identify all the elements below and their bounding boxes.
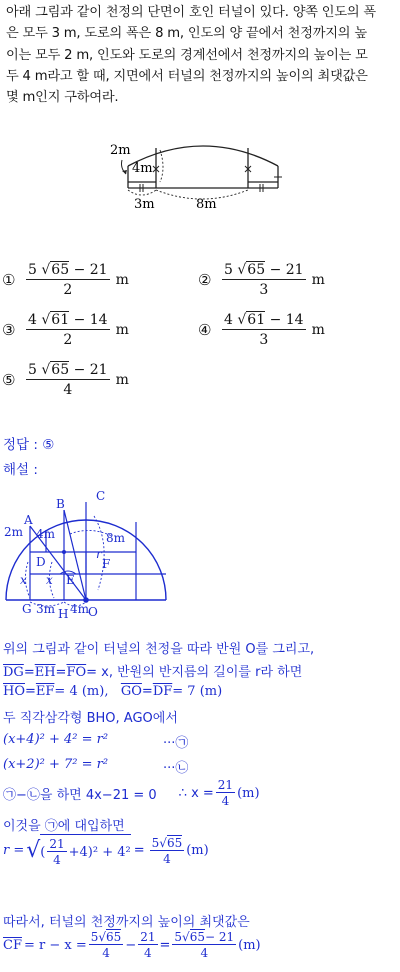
label-E: E [66, 573, 75, 587]
choice-unit: m [115, 372, 129, 388]
choice-3[interactable] [2, 312, 129, 348]
choice-number: ② [198, 271, 212, 289]
choice-unit: m [311, 272, 325, 288]
label-r: r [96, 547, 102, 561]
choice-unit: m [311, 322, 325, 338]
choice-fraction: $\frac{4 √61 - 14}{2}$ [28, 312, 108, 348]
problem-line: 아래 그림과 같이 천정의 단면이 호인 터널이 있다. 양쪽 인도의 폭 [6, 5, 376, 20]
choice-5[interactable] [2, 362, 129, 398]
label-2m: 2m [4, 525, 24, 539]
label-G: G [22, 602, 32, 616]
choice-1[interactable] [2, 262, 129, 298]
label-C: C [96, 489, 106, 503]
problem-line: 이는 모두 2 m, 인도와 도로의 경계선에서 천정까지의 높이는 모 [6, 47, 368, 63]
solution-line-8: 이것을 ㉠에 대입하면 [3, 819, 125, 834]
label-B: B [56, 497, 65, 511]
label-O: O [88, 605, 98, 619]
solution-line-9: r = √ ( 21 4 +4)² + 4² = $\frac{5√65}{4}$ (m) [3, 835, 209, 867]
label-F: F [102, 557, 111, 571]
equation-1: (x+4)² + 4² = r² ···㉠ [3, 732, 189, 751]
choice-fraction: $\frac{5 √65 - 21}{3}$ [224, 262, 304, 298]
solution-line-4: 두 직각삼각형 BHO, AGO에서 [3, 711, 178, 726]
answer-value: ⑤ [42, 437, 55, 453]
label-x-left: x [20, 573, 27, 587]
solution-line-3: $\overline{HO}=\overline{EF}= 4$ (m), $\overline{GO}=\overline{DF}= 7$ (m) [3, 684, 223, 699]
answer [3, 433, 54, 453]
solution-line-7: ㉠−㉡을 하면 4x−21 = 0 ∴ x = $\frac{21}{4}$ (m) [3, 778, 260, 808]
choice-unit: m [115, 322, 129, 338]
answer-label: 정답 : [3, 437, 38, 453]
choice-fraction: $\frac{5 √65 - 21}{2}$ [28, 262, 108, 298]
problem-line: 몇 m인지 구하여라. [6, 90, 119, 106]
solution-line-2: $\overline{DG}=\overline{EH}=\overline{FO}= x$, 반원의 반지름의 길이를 r라 하면 [3, 665, 303, 680]
solution-line-10: 따라서, 터널의 천정까지의 높이의 최댓값은 [3, 915, 250, 930]
problem-line: 두 4 m라고 할 때, 지면에서 터널의 천정까지의 높이의 최댓값은 [6, 68, 368, 84]
choice-2[interactable] [198, 262, 325, 298]
choice-number: ⑤ [2, 371, 16, 389]
label-4m: 4m [132, 161, 153, 176]
label-A: A [24, 513, 33, 527]
choice-fraction: $\frac{4 √61 - 14}{3}$ [224, 312, 304, 348]
label-x-mid: x [46, 573, 53, 587]
label-H: H [58, 607, 69, 621]
choice-4[interactable] [198, 312, 325, 348]
label-2m: 2m [110, 143, 131, 158]
label-4m-b: 4m [70, 602, 90, 616]
problem-text [6, 2, 396, 108]
choice-number: ④ [198, 321, 212, 339]
problem-line: 은 모두 3 m, 도로의 폭은 8 m, 인도의 양 끝에서 천정까지의 높 [6, 26, 367, 42]
choice-fraction: $\frac{5 √65 - 21}{4}$ [28, 362, 108, 398]
label-3m: 3m [134, 197, 155, 212]
label-4m: 4m [36, 527, 56, 541]
label-8m: 8m [196, 197, 217, 212]
solution-label: 해설 : [3, 462, 38, 478]
label-8m: 8m [106, 531, 126, 545]
label-D: D [36, 555, 46, 569]
solution-line-1: 위의 그림과 같이 터널의 천정을 따라 반원 O를 그리고, [3, 642, 315, 657]
label-3m: 3m [36, 602, 56, 616]
choice-number: ③ [2, 321, 16, 339]
solution-line-11: $\overline{CF}$ = r − x = $\frac{5√65}{4}$ − $\frac{21}{4}$ = $\frac{5√65- 21}{4}$ (m) [3, 930, 261, 960]
choice-number: ① [2, 271, 16, 289]
equation-2: (x+2)² + 7² = r² ···㉡ [3, 757, 189, 776]
solution-figure [2, 486, 172, 621]
choice-unit: m [115, 272, 129, 288]
tunnel-figure [108, 138, 298, 216]
